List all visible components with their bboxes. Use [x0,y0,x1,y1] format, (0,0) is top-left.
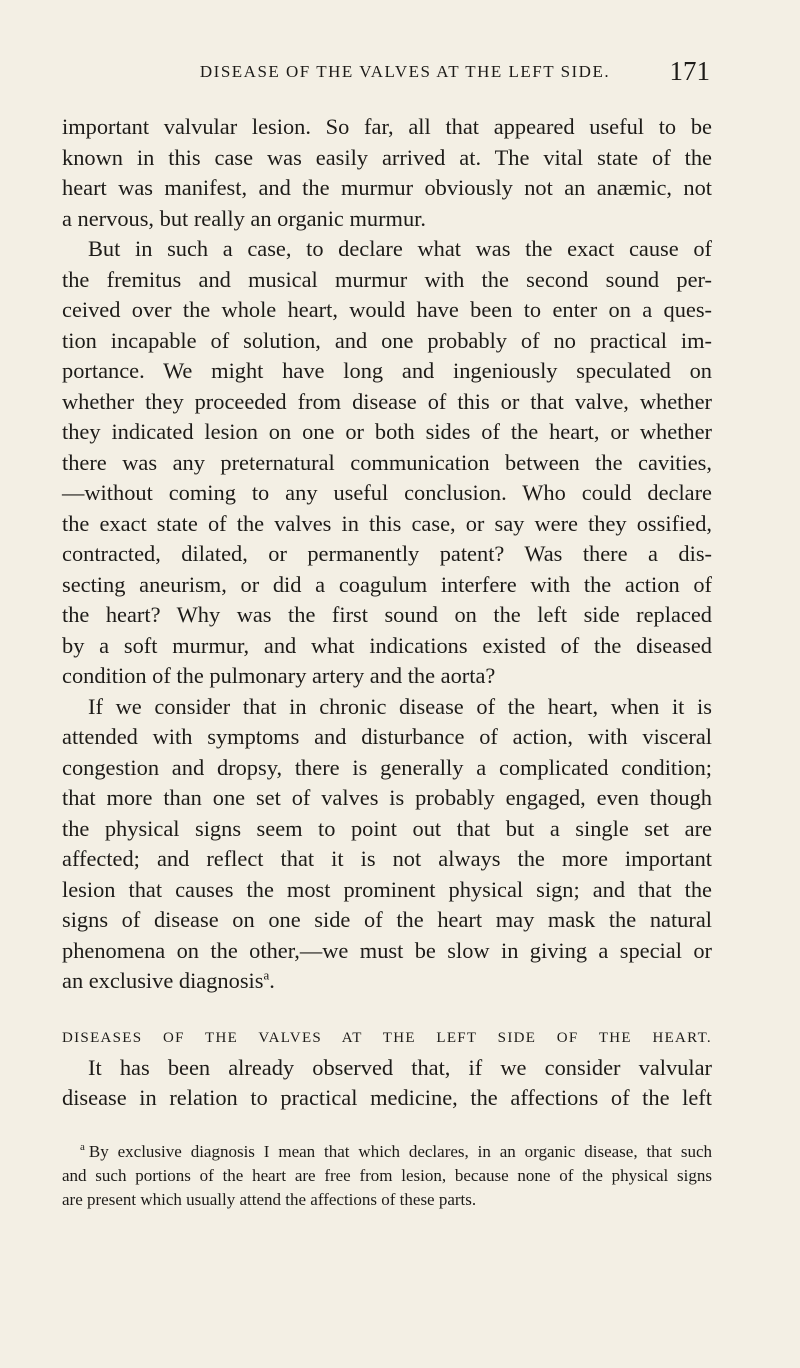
text-line: portance. We might have long and ingeniously speculated on [62,358,712,383]
footnote-reference[interactable]: a [263,967,270,983]
text-line: ceived over the whole heart, would have been to enter on a ques- [62,297,712,322]
section-paragraph [62,1053,712,1114]
text-line: an exclusive diagnosis$^a$. [62,967,275,993]
text-line: heart was manifest, and the murmur obviously not an anæmic, not [62,175,712,200]
page-number: 171 [669,56,710,86]
paragraph-2 [62,234,712,692]
footnote-line [62,1140,712,1164]
text-line: If we consider that in chronic disease of the heart, when it is [88,693,712,719]
running-title: DISEASE OF THE VALVES AT THE LEFT SIDE. [199,62,611,81]
text-line: the fremitus and musical murmur with the second sound per- [62,266,712,292]
running-head [100,56,710,86]
text-line: contracted, dilated, or permanently patent? Was there a dis- [62,541,712,566]
footnote-line: and such portions of the heart are free from lesion, because none of the physical signs [62,1165,712,1185]
text-line: phenomena on the other,—we must be slow in giving a special or [62,937,712,963]
footnote-line: are present which usually attend the affections of these parts. [62,1189,477,1209]
text-line: known in this case was easily arrived at. The vital state of the [62,144,712,170]
footnote-text: By exclusive diagnosis I mean that which declares, in an organic disease, that such [88,1141,712,1161]
text-line: by a soft murmur, and what indications existed of the diseased [62,632,712,658]
footnote-mark: a [80,1140,85,1153]
text-line: secting aneurism, or did a coagulum interfere with the action of [62,571,712,597]
paragraph-3 [62,692,712,997]
text-line: congestion and dropsy, there is generally a complicated condition; [62,754,712,780]
text-line: the exact state of the valves in this case, or say were they ossified, [62,510,712,536]
text-line: disease in relation to practical medicine, the affections of the left [62,1085,712,1110]
text-line: attended with symptoms and disturbance of action, with visceral [62,724,712,749]
text-line: that more than one set of valves is probably engaged, even though [62,785,712,810]
text-line: —without coming to any useful conclusion. Who could declare [62,480,712,505]
text-line: whether they proceeded from disease of this or that valve, whether [62,388,712,414]
paragraph-1 [62,112,712,234]
text-line: tion incapable of solution, and one probably of no practical im- [62,327,712,353]
text-line: It has been already observed that, if we consider valvular [88,1054,712,1080]
section-heading: DISEASES OF THE VALVES AT THE LEFT SIDE OF THE HEART. [62,1029,712,1046]
text-line: important valvular lesion. So far, all that appeared useful to be [62,114,712,139]
footnote [62,1140,712,1212]
text-line: signs of disease on one side of the heart may mask the natural [62,907,712,932]
text-line: lesion that causes the most prominent physical sign; and that the [62,876,712,902]
text-line: the heart? Why was the first sound on the left side replaced [62,602,712,627]
text-line: there was any preternatural communication between the cavities, [62,449,712,475]
text-line: affected; and reflect that it is not always the more important [62,846,712,871]
text-line: condition of the pulmonary artery and the aorta? [62,663,496,688]
text-line: a nervous, but really an organic murmur. [62,205,426,231]
text-line: But in such a case, to declare what was the exact cause of [88,236,712,261]
body-text [62,112,712,1212]
text-line: the physical signs seem to point out that but a single set are [62,815,712,841]
last-line-text: an exclusive diagnosis [62,968,264,993]
text-line: they indicated lesion on one or both sides of the heart, or whether [62,419,712,444]
